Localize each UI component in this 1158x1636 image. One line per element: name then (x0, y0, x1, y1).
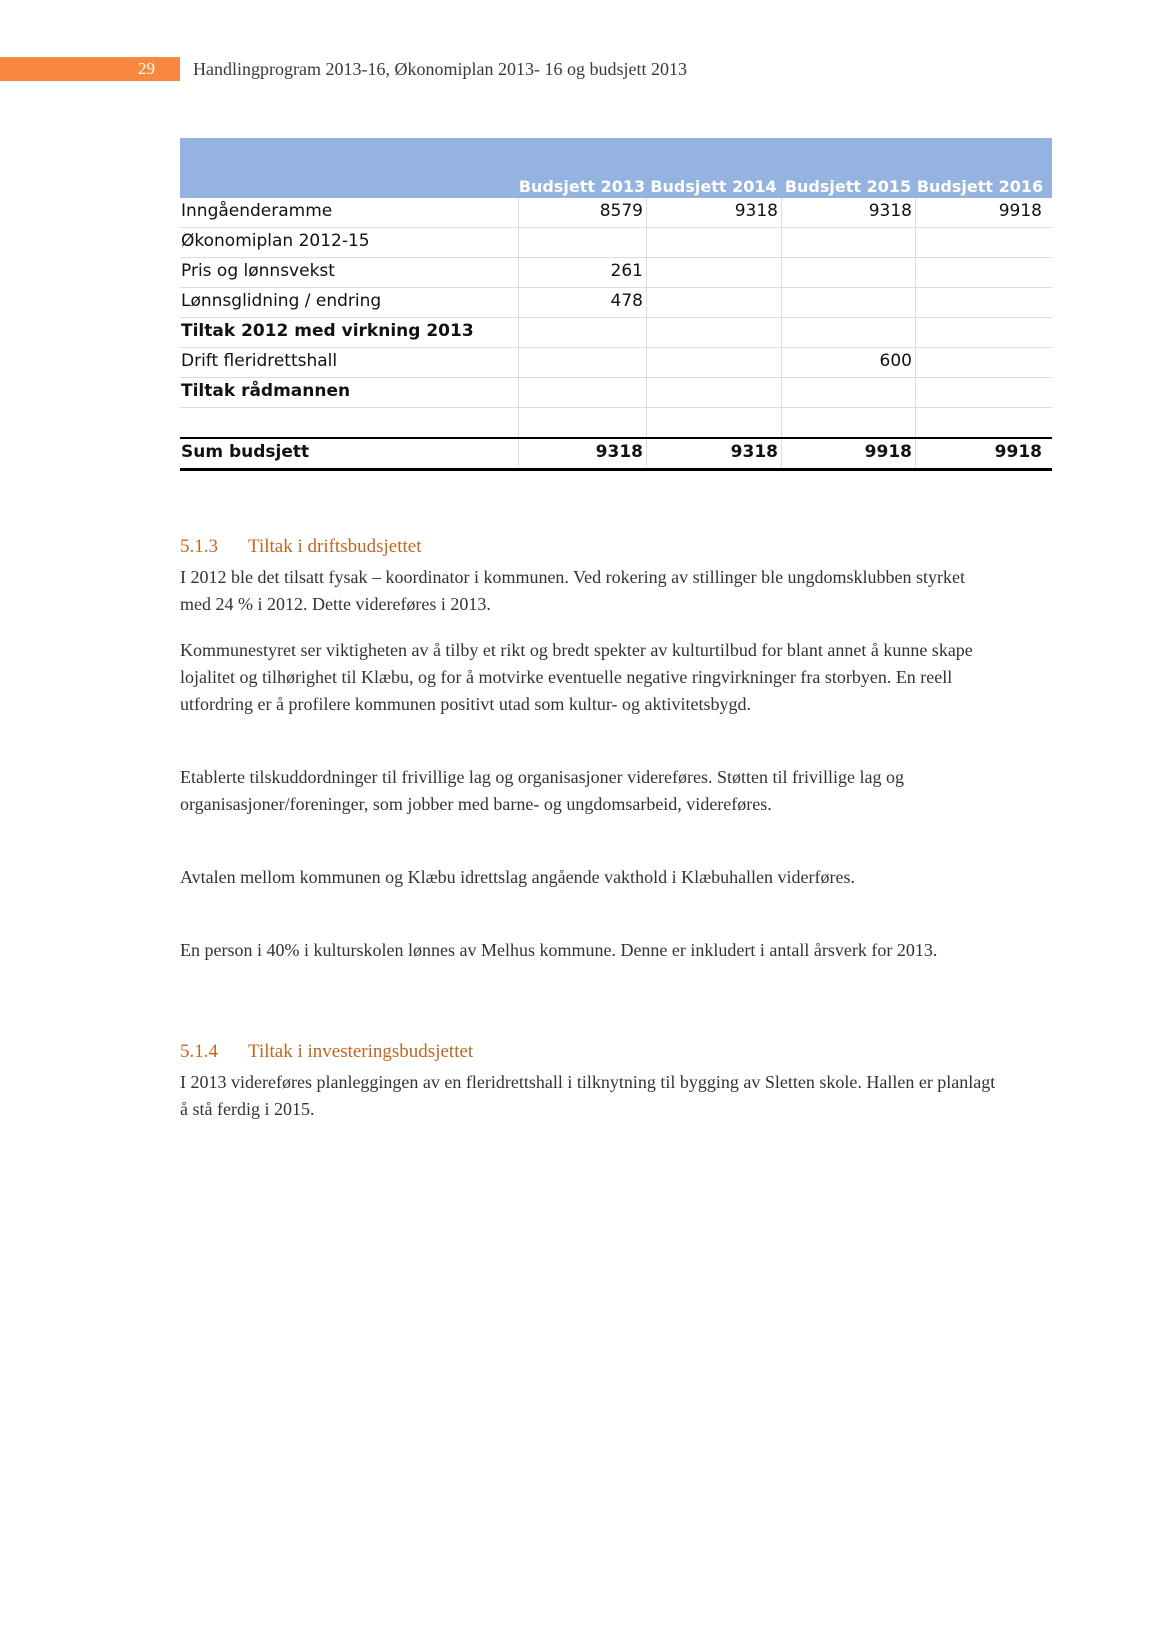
row-label: Lønnsglidning / endring (181, 291, 382, 311)
cell-value: 261 (610, 261, 643, 281)
column-header-budsjett-2013: Budsjett 2013 (518, 177, 646, 196)
section-title: Tiltak i investeringsbudsjettet (248, 1041, 474, 1062)
cell-value: 8579 (599, 201, 643, 221)
table-row-tiltak-2012 (180, 318, 1052, 348)
section-number: 5.1.4 (180, 1041, 218, 1062)
table-row-okonomiplan (180, 228, 1052, 258)
table-row-lonnsglidning (180, 288, 1052, 318)
table-row-empty (180, 408, 1052, 437)
cell-value: 9918 (998, 201, 1042, 221)
paragraph: I 2013 videreføres planleggingen av en fleridrettshall i tilknytning til bygging av Sletten skole. Hallen er planlagt å stå ferdig i 2015. (180, 1072, 996, 1119)
row-label: Pris og lønnsvekst (181, 261, 335, 281)
cell-value: 478 (610, 291, 643, 311)
row-label: Tiltak 2012 med virkning 2013 (181, 321, 474, 341)
cell-value: 9318 (734, 201, 778, 221)
row-label: Drift fleridrettshall (181, 351, 338, 371)
paragraph: Kommunestyret ser viktigheten av å tilby et rikt og bredt spekter av kulturtilbud for blant annet å kunne skape lojalitet og tilhørighet til Klæbu, og for å motvirke eventuelle negative ringvirkninger fra storbyen. En reell utfordring er å profilere kommunen positivt utad som kultur- og aktivitetsbygd. (180, 640, 973, 714)
cell-value: 9318 (730, 442, 778, 462)
cell-value: 600 (879, 351, 912, 371)
table-row-tiltak-radmannen (180, 378, 1052, 408)
section-number: 5.1.3 (180, 536, 218, 557)
cell-value: 9318 (868, 201, 912, 221)
header-title: Handlingprogram 2013-16, Økonomiplan 2013- 16 og budsjett 2013 (193, 59, 687, 79)
section-heading-5-1-3 (180, 536, 421, 558)
table-row-pris-og-lonnsvekst (180, 258, 1052, 288)
table-row-inngaenderamme (180, 198, 1052, 228)
cell-value: 9918 (994, 442, 1042, 462)
column-header-budsjett-2015: Budsjett 2015 (784, 177, 912, 196)
row-label: Økonomiplan 2012-15 (181, 231, 370, 251)
section-title: Tiltak i driftsbudsjettet (248, 536, 422, 557)
row-label: Tiltak rådmannen (181, 381, 351, 401)
table-header-row (180, 138, 1052, 198)
paragraph: Avtalen mellom kommunen og Klæbu idrettslag angående vakthold i Klæbuhallen viderføres. (180, 867, 856, 887)
page-number: 29 (138, 59, 155, 78)
row-label: Sum budsjett (181, 442, 310, 462)
column-header-budsjett-2014: Budsjett 2014 (650, 177, 777, 196)
paragraph: En person i 40% i kulturskolen lønnes av Melhus kommune. Denne er inkludert i antall årsverk for 2013. (180, 940, 938, 960)
table-row-sum-budsjett (180, 437, 1052, 471)
paragraph: I 2012 ble det tilsatt fysak – koordinator i kommunen. Ved rokering av stillinger ble ungdomsklubben styrket med 24 % i 2012. Dette videreføres i 2013. (180, 567, 966, 614)
cell-value: 9918 (864, 442, 912, 462)
row-label: Inngåenderamme (181, 201, 333, 221)
paragraph: Etablerte tilskuddordninger til frivillige lag og organisasjoner videreføres. Støtten til frivillige lag og organisasjoner/foreninger, som jobber med barne- og ungdomsarbeid, videreføres. (180, 767, 904, 814)
cell-value: 9318 (595, 442, 643, 462)
section-heading-5-1-4 (180, 1041, 473, 1063)
budget-table (180, 138, 1052, 471)
column-header-budsjett-2016: Budsjett 2016 (916, 177, 1044, 196)
table-row-drift-fleridrettshall (180, 348, 1052, 378)
